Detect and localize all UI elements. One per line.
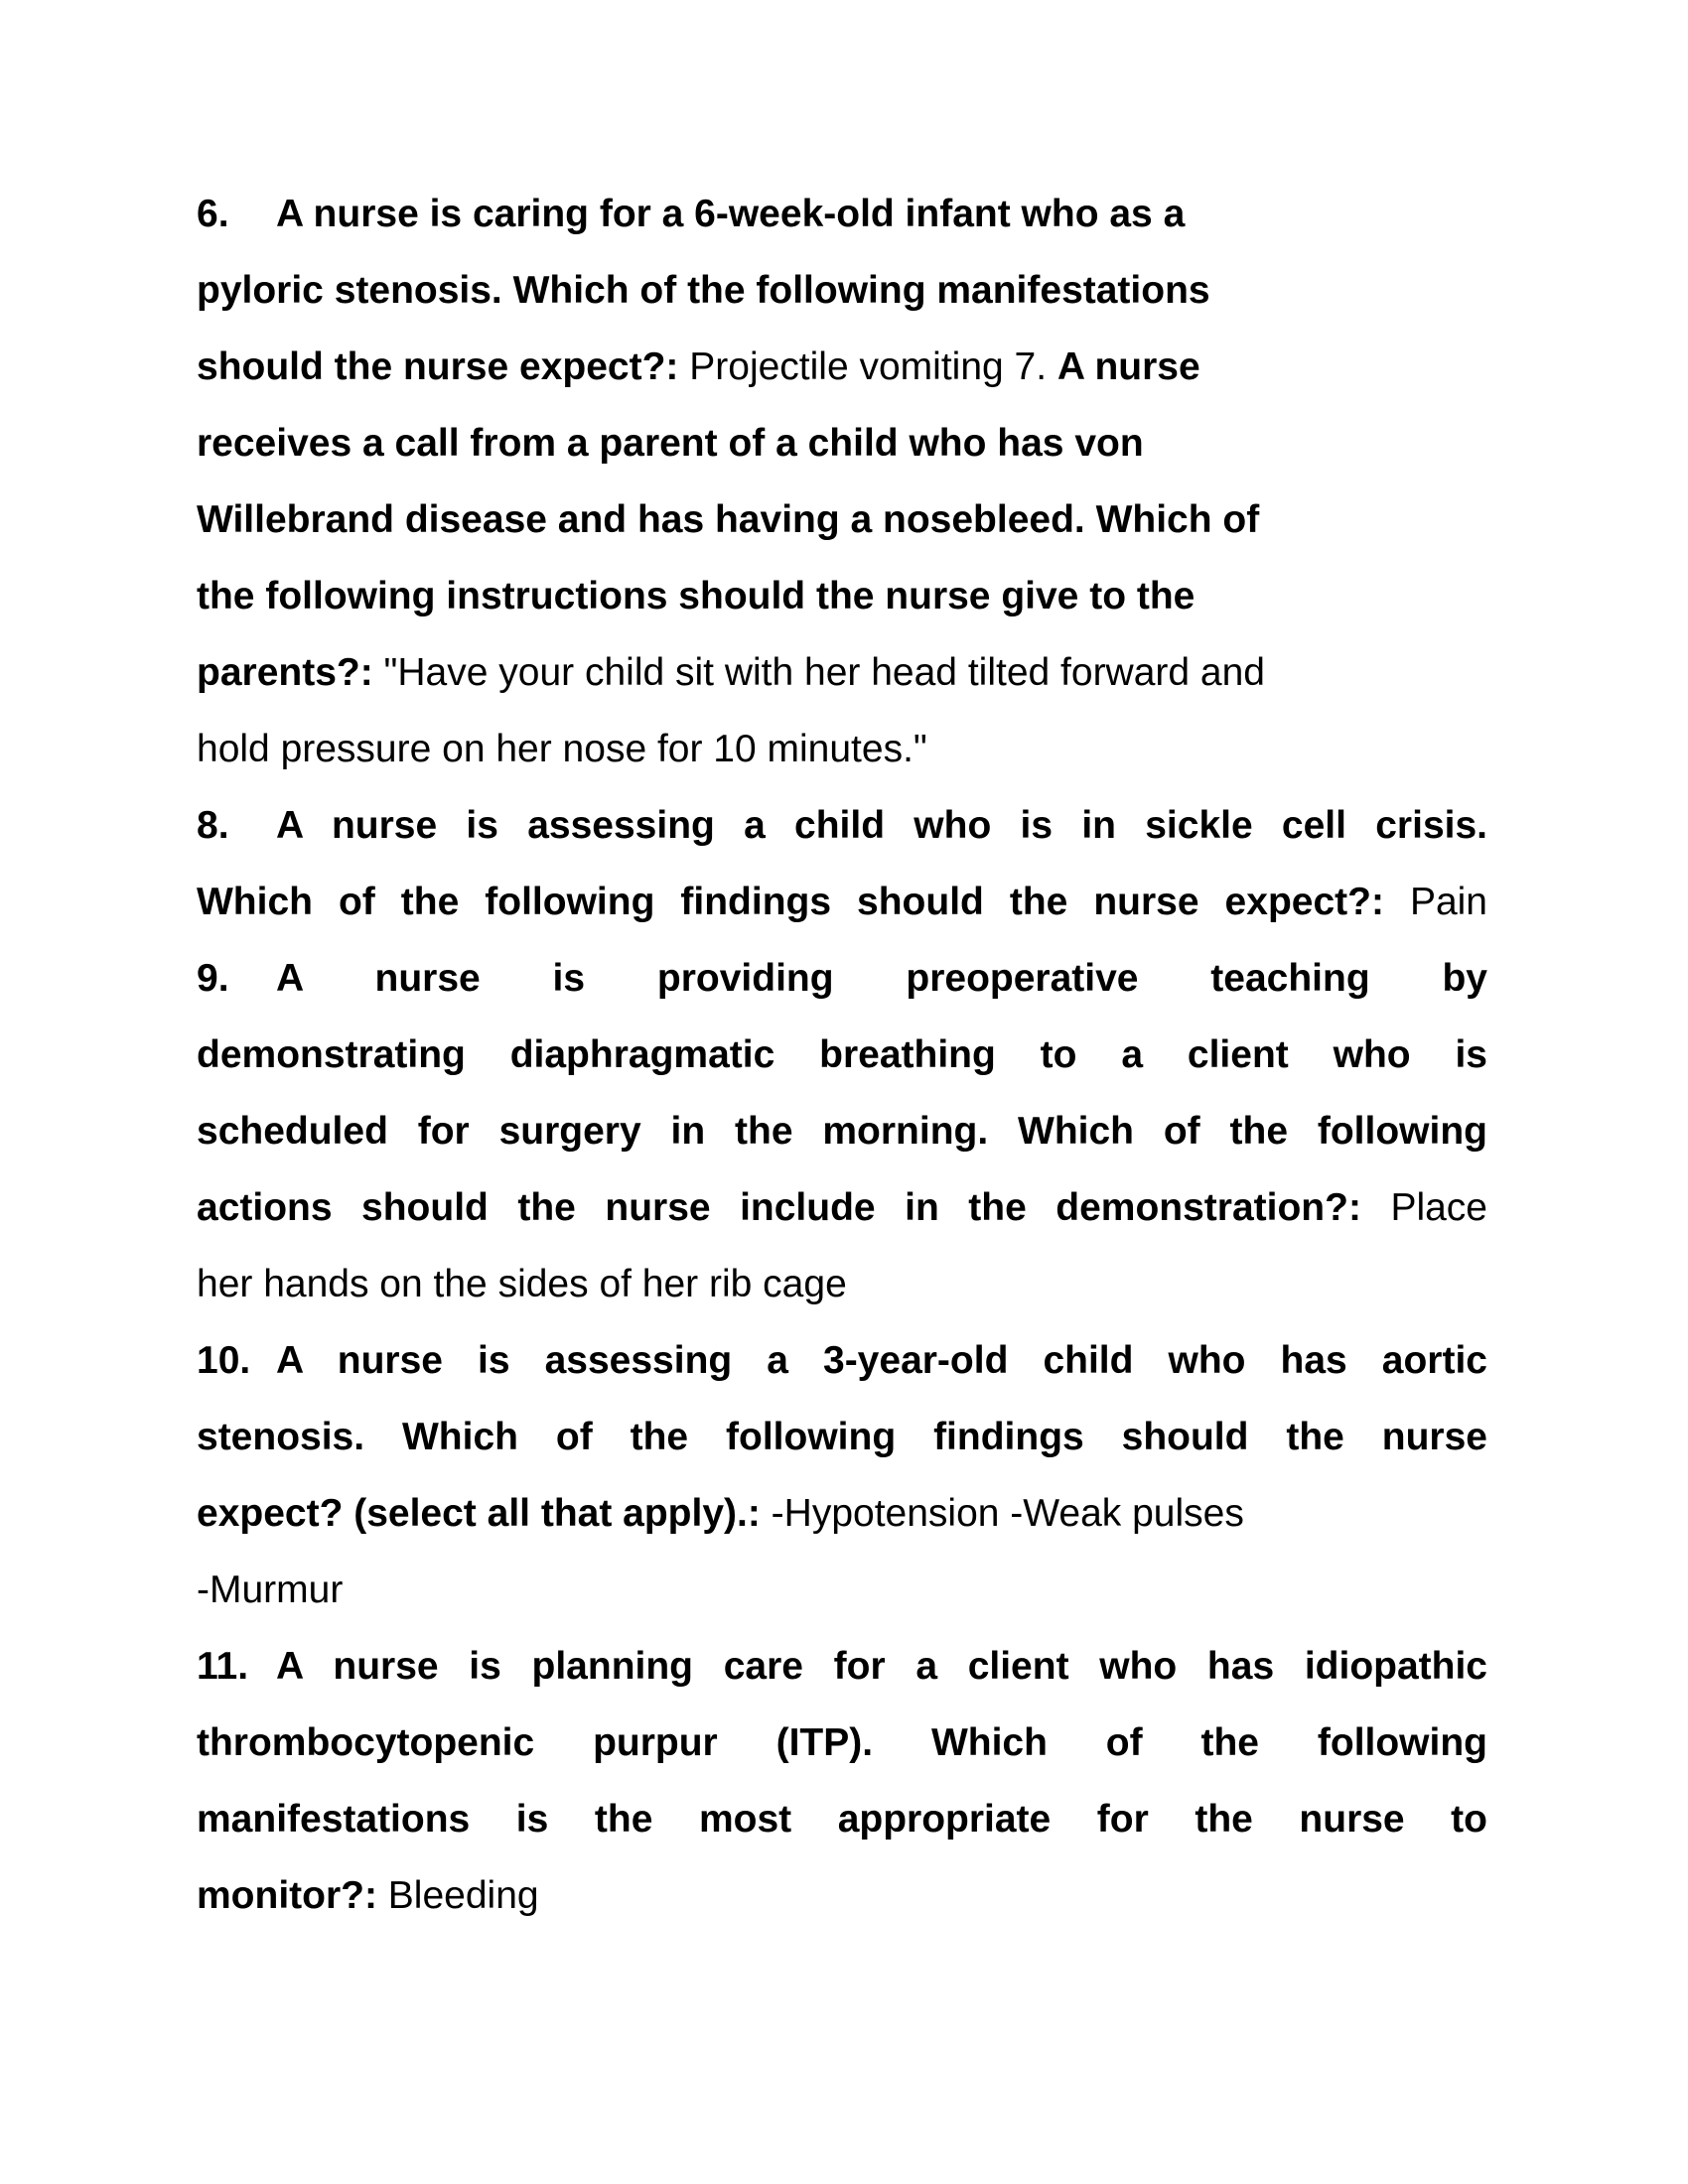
text-line [197, 1475, 1487, 1552]
text-line [197, 634, 1487, 711]
question-text: manifestations is the most appropriate for the nurse to [197, 1798, 1487, 1841]
question-text: A nurse is providing preoperative teaching by [276, 957, 1487, 1000]
question-text: scheduled for surgery in the morning. Which of the following [197, 1110, 1487, 1153]
text-line [197, 405, 1487, 481]
text-line [197, 329, 1487, 405]
question-number: 8. [197, 804, 229, 847]
text-line [197, 787, 1487, 864]
question-number: 9. [197, 957, 229, 1000]
question-text: receives a call from a parent of a child who has von [197, 422, 1144, 465]
question-list [197, 176, 1487, 1934]
question-number: 10. [197, 1339, 251, 1382]
text-line [197, 1246, 1487, 1322]
text-line [197, 176, 1487, 252]
question-text: should the nurse expect?: [197, 345, 690, 388]
answer-text: Place [1390, 1186, 1487, 1229]
answer-text: Pain [1409, 881, 1487, 923]
question-text: demonstrating diaphragmatic breathing to a client who is [197, 1033, 1487, 1076]
text-line [197, 1705, 1487, 1781]
question-text: the following instructions should the nurse give to the [197, 575, 1196, 617]
question-text: expect? (select all that apply).: [197, 1492, 772, 1535]
answer-text: hold pressure on her nose for 10 minutes." [197, 728, 927, 770]
question-text: A nurse is planning care for a client who has idiopathic [276, 1645, 1487, 1688]
text-line [197, 252, 1487, 329]
question-text: A nurse is assessing a child who is in sickle cell crisis. [276, 804, 1487, 847]
text-line [197, 1857, 1487, 1934]
answer-text: -Murmur [197, 1569, 344, 1611]
question-text: thrombocytopenic purpur (ITP). Which of the following [197, 1721, 1487, 1764]
text-line [197, 1399, 1487, 1475]
text-line [197, 1552, 1487, 1628]
text-line [197, 1628, 1487, 1705]
answer-text: "Have your child sit with her head tilted forward and [383, 651, 1265, 694]
question-text: A nurse is assessing a 3-year-old child who has aortic [276, 1339, 1487, 1382]
text-line [197, 558, 1487, 634]
question-text: Which of the following findings should the nurse expect?: [197, 881, 1410, 923]
question-text: actions should the nurse include in the demonstration?: [197, 1186, 1391, 1229]
question-text: parents?: [197, 651, 384, 694]
text-line [197, 864, 1487, 940]
question-number: 11. [197, 1645, 249, 1688]
text-line [197, 1093, 1487, 1169]
question-text: monitor?: [197, 1874, 388, 1917]
text-line [197, 940, 1487, 1017]
text-line [197, 1781, 1487, 1857]
text-line [197, 1322, 1487, 1399]
answer-text: her hands on the sides of her rib cage [197, 1263, 847, 1305]
question-text: Willebrand disease and has having a nosebleed. Which of [197, 498, 1260, 541]
text-line [197, 711, 1487, 787]
question-text: stenosis. Which of the following findings should the nurse [197, 1416, 1487, 1458]
question-text: A nurse is caring for a 6-week-old infant who as a [276, 193, 1186, 235]
text-line [197, 1017, 1487, 1093]
question-number: 6. [197, 193, 229, 235]
question-text: pyloric stenosis. Which of the following manifestations [197, 269, 1210, 312]
answer-text: Projectile vomiting 7. [689, 345, 1057, 388]
text-line [197, 481, 1487, 558]
text-line [197, 1169, 1487, 1246]
answer-text: Bleeding [387, 1874, 539, 1917]
question-text: A nurse [1056, 345, 1200, 388]
answer-text: -Hypotension -Weak pulses [771, 1492, 1244, 1535]
